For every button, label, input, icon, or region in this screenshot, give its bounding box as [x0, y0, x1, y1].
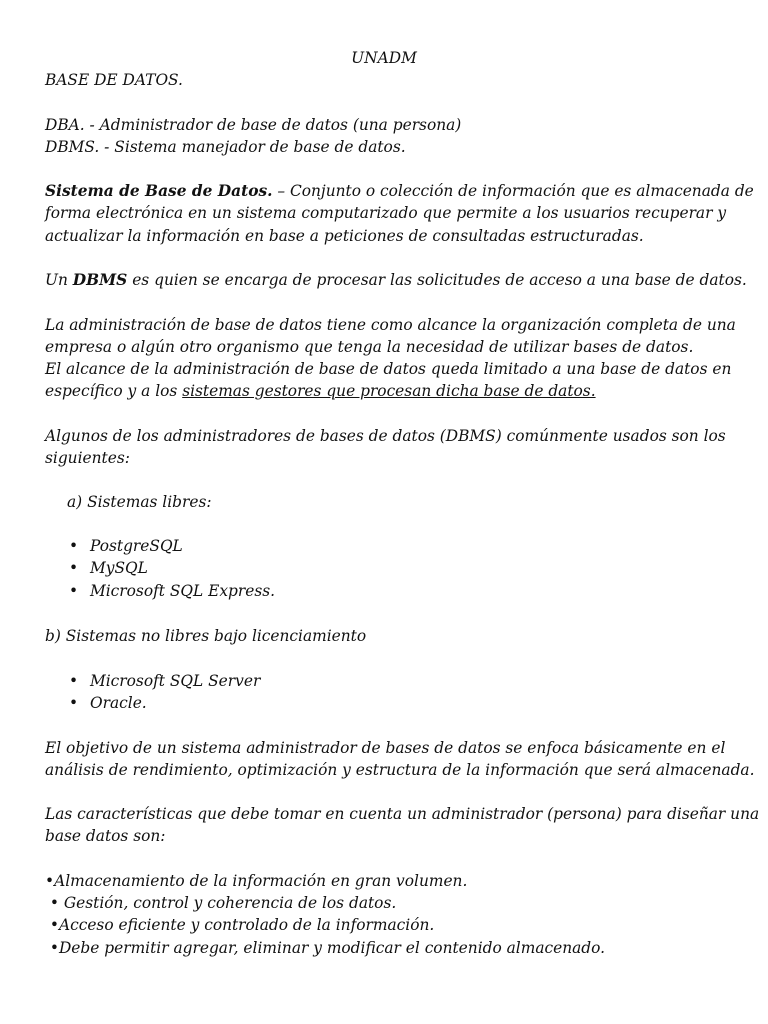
- definition-dbms: DBMS. - Sistema manejador de base de datos.: [45, 138, 406, 156]
- list-item-label: Oracle.: [90, 694, 147, 712]
- list-item-label: MySQL: [90, 559, 148, 577]
- subject-heading: BASE DE DATOS.: [45, 71, 183, 89]
- paragraph-6-line-2: base datos son:: [45, 827, 166, 845]
- list-item: [0, 580, 768, 602]
- term-dbms: DBMS: [72, 271, 128, 289]
- paragraph-4-line-2: siguientes:: [45, 449, 130, 467]
- feature-item: •Acceso eficiente y controlado de la información.: [45, 916, 435, 934]
- paragraph-3-line-2: empresa o algún otro organismo que tenga la necesidad de utilizar bases de datos.: [45, 338, 694, 356]
- paragraph-3-line-1: La administración de base de datos tiene como alcance la organización completa de una: [45, 316, 736, 334]
- paragraph-1-text: – Conjunto o colección de información que es almacenada de: [272, 182, 754, 200]
- institution-title: UNADM: [351, 49, 417, 67]
- term-sistema-base-datos: Sistema de Base de Datos.: [45, 182, 273, 200]
- list-item: [0, 692, 768, 714]
- paragraph-5-line-1: El objetivo de un sistema administrador de bases de datos se enfoca básicamente en el: [45, 739, 726, 757]
- paragraph-6-line-1: Las características que debe tomar en cuenta un administrador (persona) para diseñar una: [45, 805, 760, 823]
- list-item: [0, 535, 768, 557]
- paragraph-1-line-3: actualizar la información en base a peticiones de consultadas estructuradas.: [45, 227, 644, 245]
- bullet-icon: •: [69, 537, 79, 555]
- paragraph-3-line-3: El alcance de la administración de base de datos queda limitado a una base de datos en: [45, 360, 732, 378]
- underlined-phrase: sistemas gestores que procesan dicha base de datos.: [182, 382, 596, 400]
- nonfree-systems-heading: b) Sistemas no libres bajo licenciamiento: [45, 627, 367, 645]
- paragraph-2-prefix: Un: [45, 271, 73, 289]
- bullet-icon: •: [69, 672, 79, 690]
- list-item-label: PostgreSQL: [90, 537, 183, 555]
- paragraph-1-line-2: forma electrónica en un sistema computarizado que permite a los usuarios recuperar y: [45, 204, 727, 222]
- definition-dba: DBA. - Administrador de base de datos (una persona): [45, 116, 462, 134]
- paragraph-3-line-4-prefix: específico y a los: [45, 382, 183, 400]
- list-item: [0, 557, 768, 579]
- paragraph-3-line-4: [45, 380, 720, 402]
- bullet-icon: •: [69, 694, 79, 712]
- bullet-icon: •: [69, 559, 79, 577]
- paragraph-1-line-1: [45, 180, 754, 202]
- feature-item: •Debe permitir agregar, eliminar y modificar el contenido almacenado.: [45, 939, 606, 957]
- free-systems-heading: a) Sistemas libres:: [67, 493, 212, 511]
- list-item: [0, 670, 768, 692]
- bullet-icon: •: [69, 582, 79, 600]
- paragraph-2-suffix: es quien se encarga de procesar las solicitudes de acceso a una base de datos.: [127, 271, 747, 289]
- feature-item: •Almacenamiento de la información en gran volumen.: [45, 872, 468, 890]
- feature-item: • Gestión, control y coherencia de los datos.: [45, 894, 397, 912]
- list-item-label: Microsoft SQL Server: [90, 672, 261, 690]
- paragraph-2: [45, 269, 747, 291]
- list-item-label: Microsoft SQL Express.: [90, 582, 276, 600]
- paragraph-4-line-1: Algunos de los administradores de bases de datos (DBMS) comúnmente usados son los: [45, 427, 726, 445]
- paragraph-5-line-2: análisis de rendimiento, optimización y estructura de la información que será almacenada.: [45, 761, 755, 779]
